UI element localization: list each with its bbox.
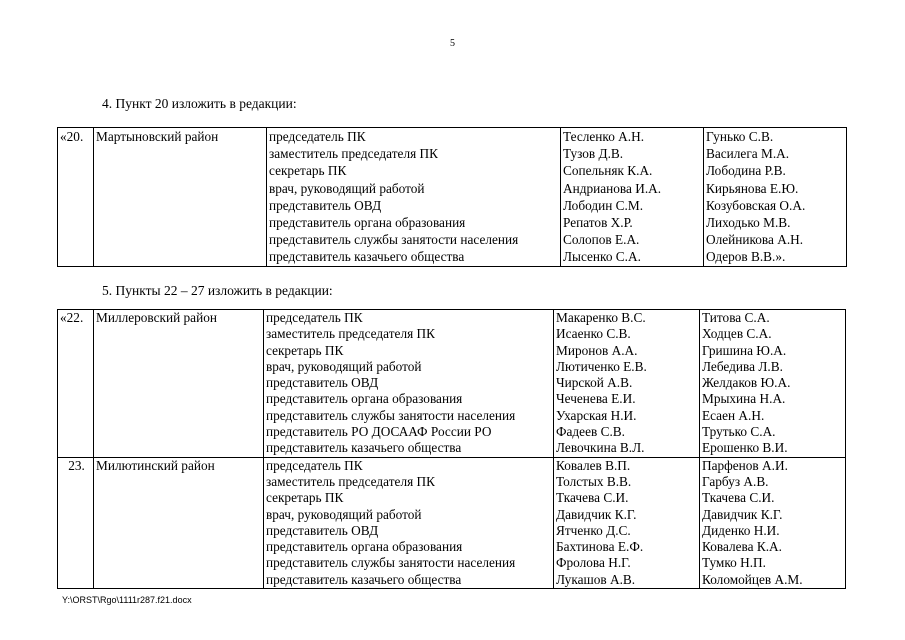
member-name: Лукашов А.В. xyxy=(556,571,636,587)
member-name: Ятченко Д.С. xyxy=(556,522,631,538)
member-name: Лютиченко Е.В. xyxy=(556,358,647,374)
role-line: председатель ПК xyxy=(269,129,366,144)
row-number: «22. xyxy=(58,310,94,458)
member-name: Ухарская Н.И. xyxy=(556,407,637,423)
role-line: председатель ПК xyxy=(266,457,363,473)
role-line: заместитель председателя ПК xyxy=(266,473,435,489)
reserve-name: Одеров В.В.». xyxy=(706,249,786,265)
reserve-name: Желдаков Ю.А. xyxy=(702,375,791,391)
reserve-name: Диденко Н.И. xyxy=(702,522,780,538)
member-name: Ковалев В.П. xyxy=(556,457,631,473)
member-name: Толстых В.В. xyxy=(556,473,632,489)
members-cell xyxy=(554,457,700,588)
reserve-name: Лиходько М.В. xyxy=(706,214,791,230)
role-line: представитель службы занятости населения xyxy=(266,407,516,423)
role-line: представитель службы занятости населения xyxy=(266,555,516,571)
role-line: секретарь ПК xyxy=(266,490,344,506)
commission-table-1 xyxy=(57,127,847,267)
role-line: врач, руководящий работой xyxy=(269,180,425,196)
role-line: председатель ПК xyxy=(266,310,363,325)
file-path-footer: Y:\ORST\Rgo\1111r287.f21.docx xyxy=(62,595,192,605)
role-line: представитель РО ДОСААФ России РО xyxy=(266,424,492,440)
reserve-name: Гарбуз А.В. xyxy=(702,473,769,489)
member-name: Солопов Е.А. xyxy=(563,232,640,248)
reserve-name: Лебедива Л.В. xyxy=(702,358,783,374)
reserve-name: Ковалева К.А. xyxy=(702,539,782,555)
reserves-cell xyxy=(704,128,847,267)
member-name: Исаенко С.В. xyxy=(556,326,631,342)
reserve-name: Гришина Ю.А. xyxy=(702,342,787,358)
roles-cell xyxy=(264,457,554,588)
reserve-name: Гунько С.В. xyxy=(706,129,774,144)
row-number: 23. xyxy=(58,457,94,588)
reserve-name: Трутько С.А. xyxy=(702,424,776,440)
role-line: заместитель председателя ПК xyxy=(269,146,438,162)
reserve-name: Ходцев С.А. xyxy=(702,326,772,342)
row-number: «20. xyxy=(58,128,94,267)
reserve-name: Тумко Н.П. xyxy=(702,555,766,571)
roles-cell xyxy=(267,128,561,267)
section-heading-2: 5. Пункты 22 – 27 изложить в редакции: xyxy=(102,283,333,298)
role-line: врач, руководящий работой xyxy=(266,358,422,374)
role-line: секретарь ПК xyxy=(269,163,347,179)
table-row xyxy=(58,457,846,588)
role-line: представитель казачьего общества xyxy=(269,249,465,265)
reserve-name: Коломойцев А.М. xyxy=(702,571,803,587)
role-line: представитель службы занятости населения xyxy=(269,232,519,248)
member-name: Сопельняк К.А. xyxy=(563,163,653,179)
section-heading-1: 4. Пункт 20 изложить в редакции: xyxy=(102,96,297,111)
role-line: представитель казачьего общества xyxy=(266,440,462,456)
member-name: Миронов А.А. xyxy=(556,342,638,358)
role-line: представитель органа образования xyxy=(266,391,463,407)
member-name: Фролова Н.Г. xyxy=(556,555,631,571)
member-name: Фадеев С.В. xyxy=(556,424,625,440)
reserve-name: Лободина Р.В. xyxy=(706,163,786,179)
role-line: представитель ОВД xyxy=(266,522,379,538)
member-name: Макаренко В.С. xyxy=(556,310,646,325)
commission-table-2 xyxy=(57,309,846,589)
reserve-name: Козубовская О.А. xyxy=(706,197,806,213)
reserve-name: Кирьянова Е.Ю. xyxy=(706,180,799,196)
members-cell xyxy=(554,310,700,458)
reserve-name: Титова С.А. xyxy=(702,310,770,325)
district-name: Миллеровский район xyxy=(94,310,264,458)
member-name: Ткачева С.И. xyxy=(556,490,629,506)
reserve-name: Василега М.А. xyxy=(706,146,790,162)
table-row xyxy=(58,128,847,267)
member-name: Тузов Д.В. xyxy=(563,146,624,162)
reserve-name: Мрыхина Н.А. xyxy=(702,391,786,407)
reserve-name: Парфенов А.И. xyxy=(702,457,788,473)
district-name: Милютинский район xyxy=(94,457,264,588)
reserves-cell xyxy=(700,310,846,458)
table-row xyxy=(58,310,846,458)
reserve-name: Есаен А.Н. xyxy=(702,407,765,423)
member-name: Левочкина В.Л. xyxy=(556,440,645,456)
role-line: представитель казачьего общества xyxy=(266,571,462,587)
role-line: представитель ОВД xyxy=(266,375,379,391)
members-cell xyxy=(561,128,704,267)
reserve-name: Давидчик К.Г. xyxy=(702,506,783,522)
member-name: Тесленко А.Н. xyxy=(563,129,645,144)
member-name: Чирской А.В. xyxy=(556,375,633,391)
role-line: врач, руководящий работой xyxy=(266,506,422,522)
page-number: 5 xyxy=(450,38,455,49)
reserve-name: Олейникова А.Н. xyxy=(706,232,804,248)
role-line: представитель органа образования xyxy=(269,214,466,230)
reserve-name: Ерошенко В.И. xyxy=(702,440,788,456)
role-line: представитель ОВД xyxy=(269,197,382,213)
role-line: заместитель председателя ПК xyxy=(266,326,435,342)
member-name: Репатов Х.Р. xyxy=(563,214,633,230)
member-name: Бахтинова Е.Ф. xyxy=(556,539,644,555)
roles-cell xyxy=(264,310,554,458)
reserves-cell xyxy=(700,457,846,588)
member-name: Андрианова И.А. xyxy=(563,180,662,196)
member-name: Лысенко С.А. xyxy=(563,249,641,265)
member-name: Лободин С.М. xyxy=(563,197,644,213)
member-name: Давидчик К.Г. xyxy=(556,506,637,522)
district-name: Мартыновский район xyxy=(94,128,267,267)
reserve-name: Ткачева С.И. xyxy=(702,490,775,506)
member-name: Чеченева Е.И. xyxy=(556,391,636,407)
role-line: секретарь ПК xyxy=(266,342,344,358)
role-line: представитель органа образования xyxy=(266,539,463,555)
